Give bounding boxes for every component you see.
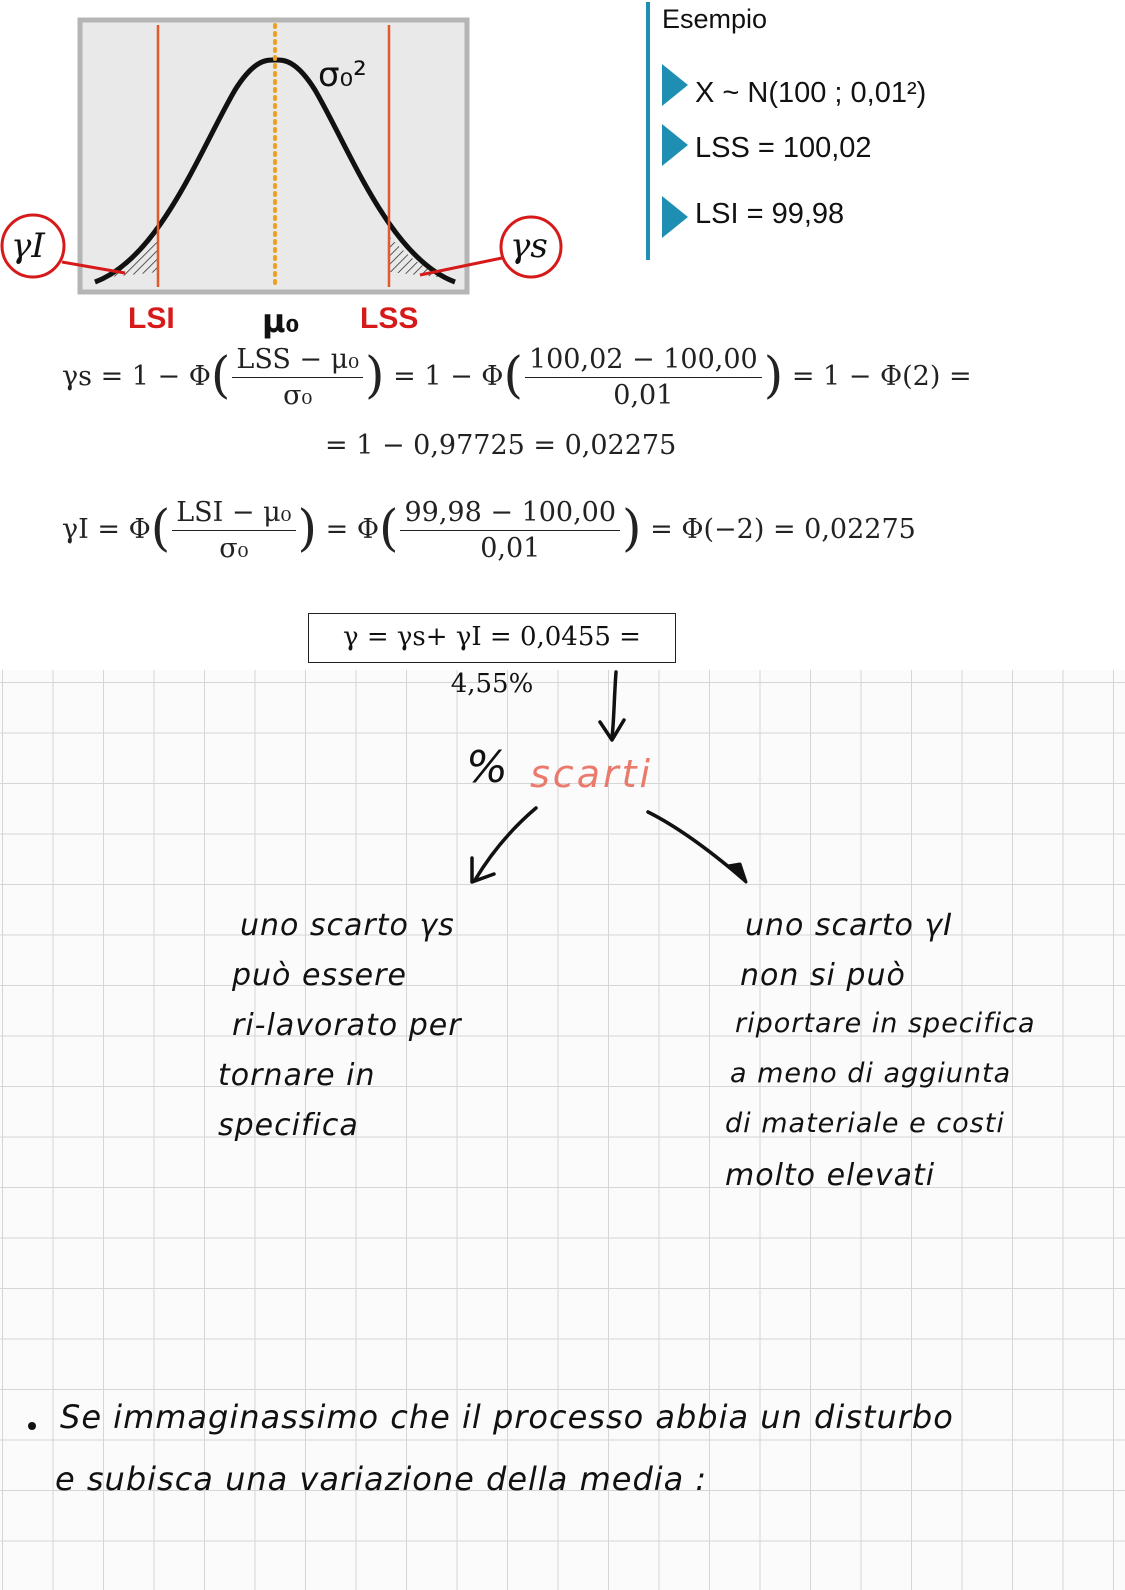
sigma-label: σ₀²	[318, 55, 367, 95]
fraction-denominator: σ₀	[219, 533, 249, 564]
fraction-denominator: 0,01	[613, 380, 674, 411]
formula-text: γI = Φ	[62, 514, 151, 545]
formula-gamma-s-result: = 1 − 0,97725 = 0,02275	[325, 430, 677, 461]
lss-label: LSS	[360, 302, 419, 335]
fraction-numerator: LSS − μ₀	[232, 344, 363, 378]
mu-label: μ₀	[262, 302, 300, 340]
bottom-note-line-1: Se immaginassimo che il processo abbia un disturbo	[60, 1398, 954, 1436]
note-right-line: a meno di aggiunta	[730, 1058, 1012, 1089]
fraction-denominator: σ₀	[283, 380, 313, 411]
note-right-line: riportare in specifica	[735, 1008, 1036, 1039]
fraction-numerator: LSI − μ₀	[172, 497, 295, 531]
bullet-triangle-icon	[662, 64, 688, 106]
fraction-denominator: 0,01	[480, 533, 541, 564]
formula-text: = Φ	[325, 514, 379, 545]
example-accent-bar	[646, 2, 650, 260]
gamma-s-label: γs	[510, 226, 548, 266]
note-right-line: non si può	[740, 958, 906, 993]
note-right-line: molto elevati	[725, 1158, 936, 1193]
formula-gamma-s: γs = 1 − Φ( $\frac{\text{LSS − μ₀}}{\text{σ₀}}$ ) = 1 − Φ( $\frac{100,02 - 100,00}{0,01}$ ) = 1 − Φ(2) =	[62, 344, 972, 411]
note-right-line: di materiale e costi	[725, 1108, 1005, 1139]
formula-text: γs = 1 − Φ	[62, 361, 211, 392]
fraction-numerator: 99,98 − 100,00	[400, 497, 620, 531]
bullet-triangle-icon	[662, 124, 688, 166]
formula-gamma-i: γI = Φ( $\frac{\text{LSI − μ₀}}{\text{σ₀}}$ ) = Φ( $\frac{99,98 - 100,00}{0,01}$ ) = Φ(−2) = 0,02275	[62, 497, 916, 564]
bottom-note-line-2: e subisca una variazione della media :	[55, 1460, 708, 1498]
lsi-label: LSI	[128, 302, 175, 335]
note-left-line: ri-lavorato per	[232, 1008, 462, 1043]
bullet-dot-icon	[28, 1422, 36, 1430]
scarti-label: scarti	[530, 752, 654, 796]
note-left-line: tornare in	[218, 1058, 376, 1093]
example-title: Esempio	[662, 4, 768, 34]
gamma-i-label: γI	[11, 226, 45, 266]
formula-text: = Φ(−2) = 0,02275	[650, 514, 916, 545]
formula-text: = 1 − Φ(2) =	[791, 361, 972, 392]
bullet-triangle-icon	[662, 196, 688, 238]
normal-distribution-figure	[0, 0, 600, 345]
example-item-3: LSI = 99,98	[695, 198, 845, 230]
formula-text: = 1 − Φ	[393, 361, 504, 392]
fraction-numerator: 100,02 − 100,00	[525, 344, 762, 378]
note-left-line: uno scarto γs	[240, 908, 455, 943]
note-left-line: può essere	[232, 958, 407, 993]
percent-sign: %	[466, 742, 508, 793]
example-item-2: LSS = 100,02	[695, 132, 872, 164]
note-left-line: specifica	[218, 1108, 359, 1143]
total-gamma-box: γ = γs+ γI = 0,0455 = 4,55%	[308, 613, 676, 663]
note-right-line: uno scarto γI	[745, 908, 954, 943]
example-item-1: X ~ N(100 ; 0,01²)	[695, 77, 927, 109]
